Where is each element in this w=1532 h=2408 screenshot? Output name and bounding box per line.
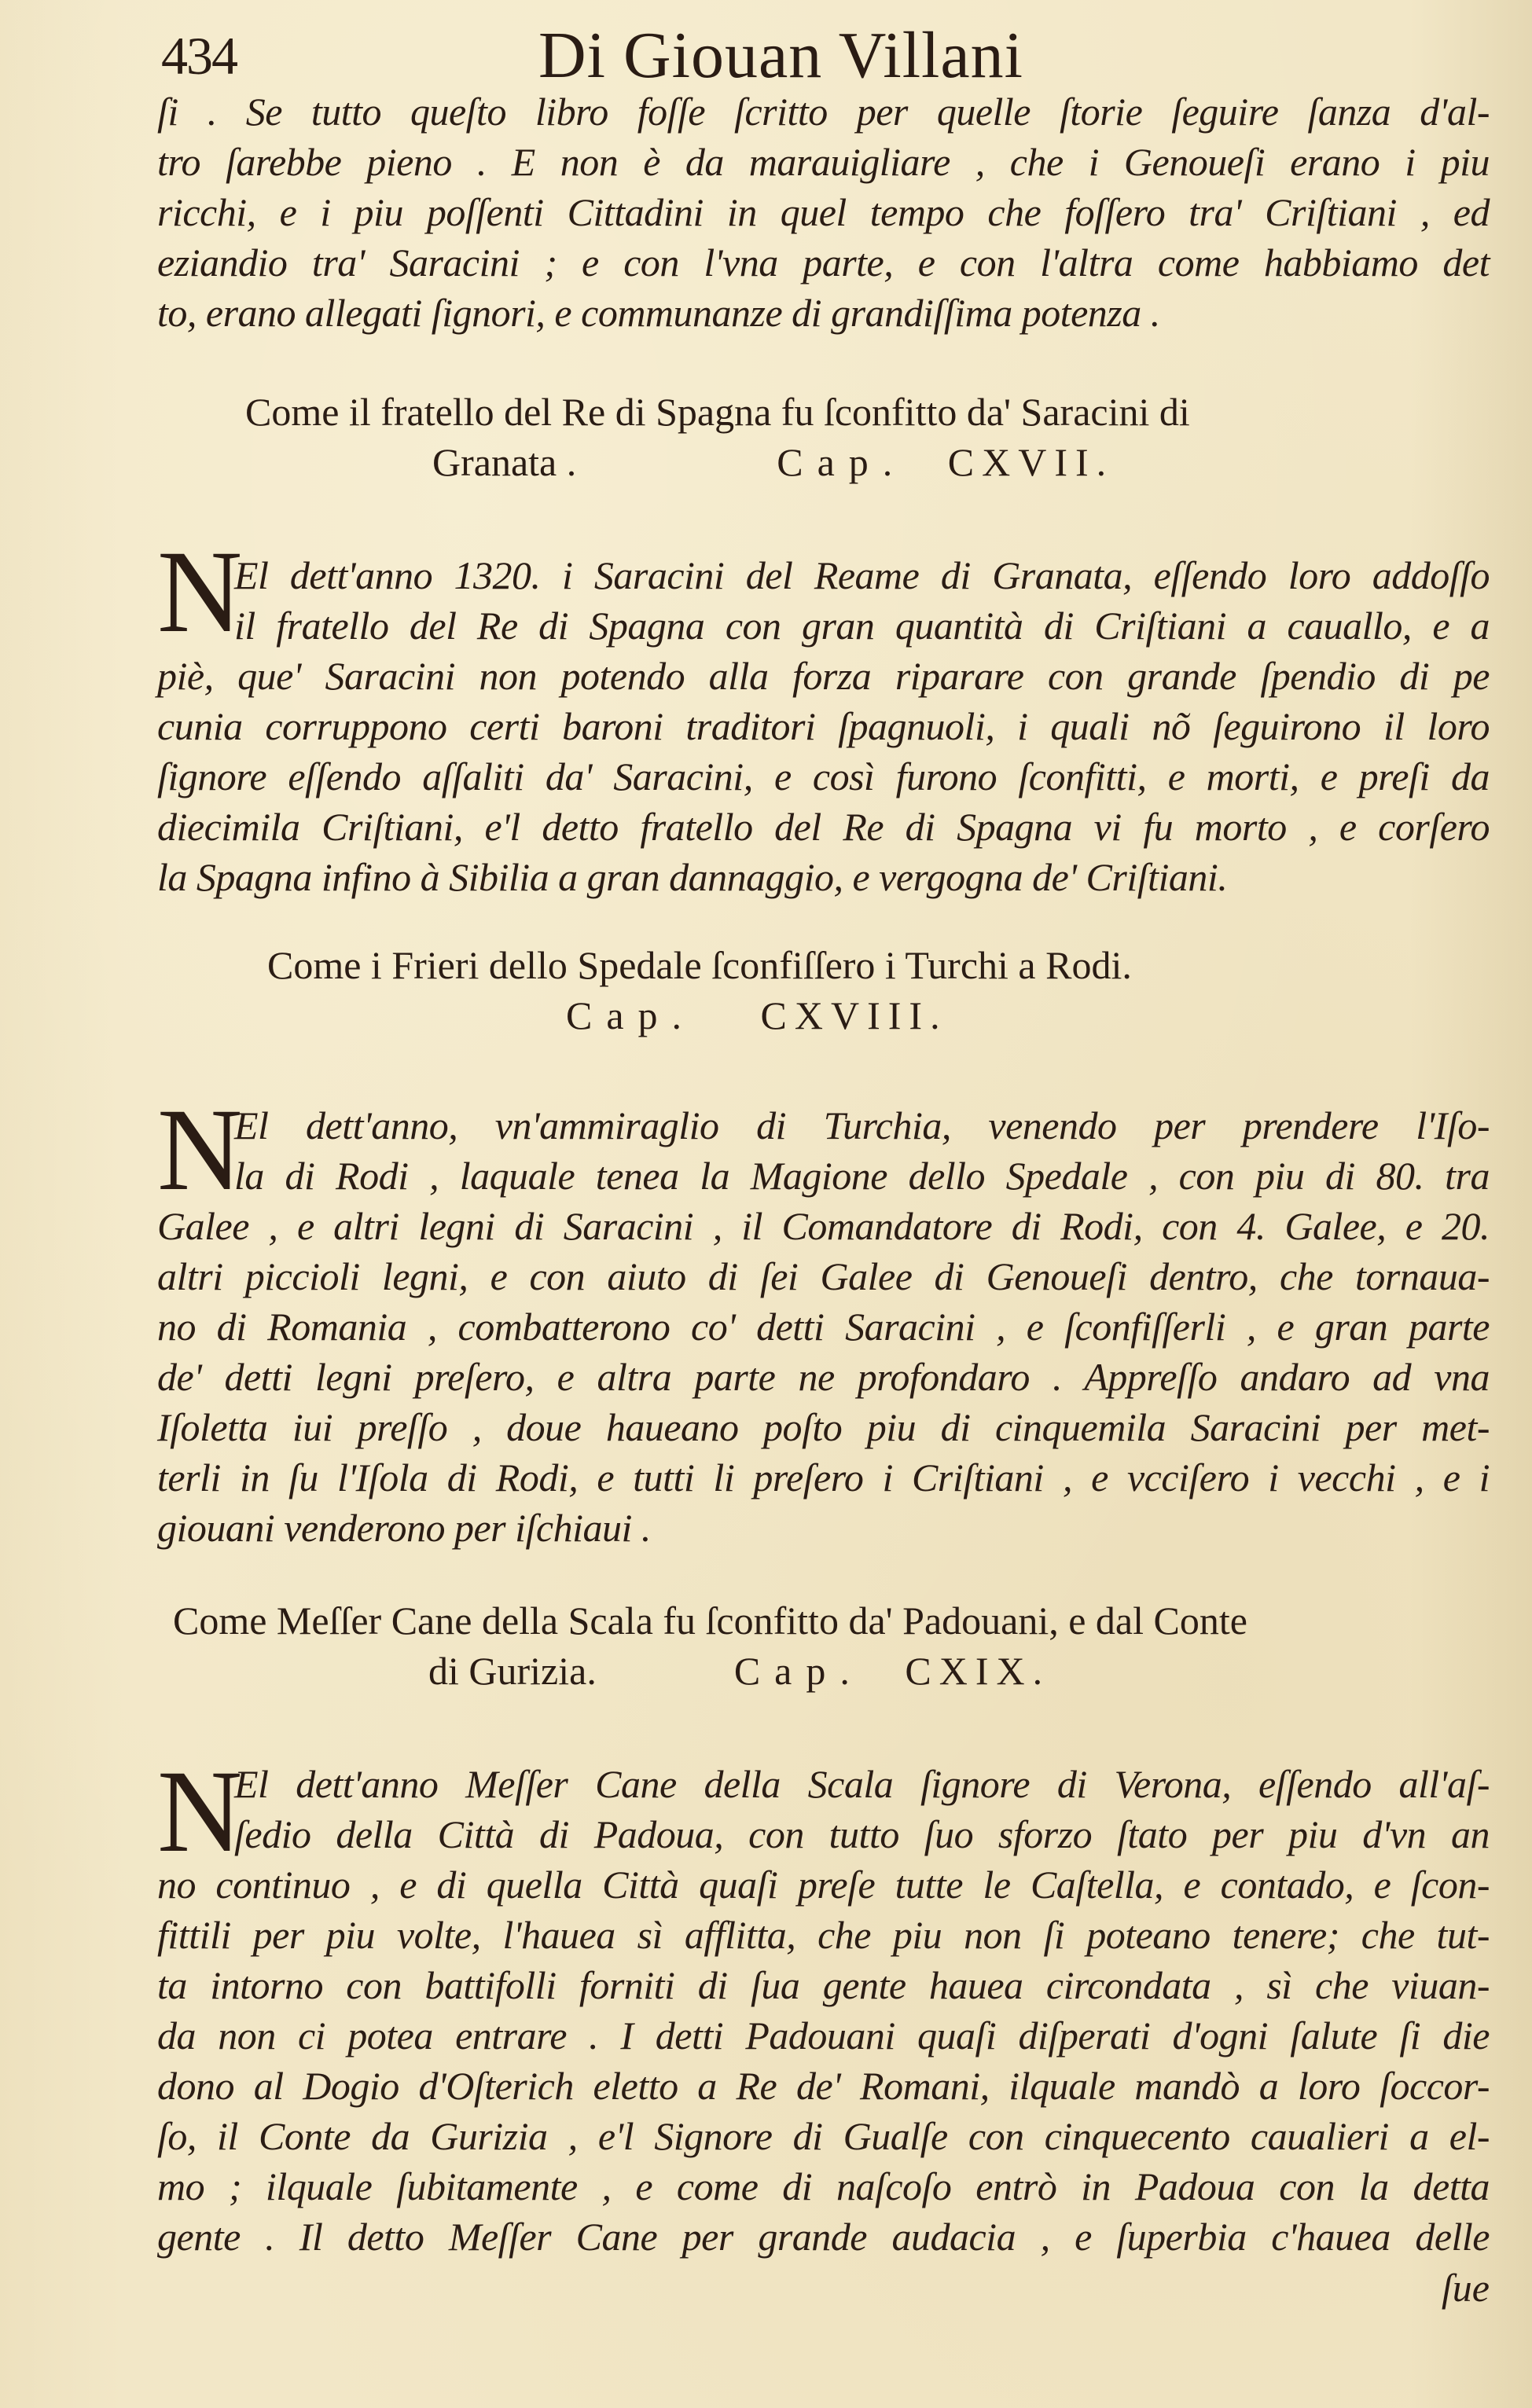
text-line: ſedio della Città di Padoua, con tutto ſuo sforzo ſtato per piu d'vn an: [234, 1812, 1490, 1856]
text-line: Iſoletta iui preſſo , doue haueano poſto piu di cinquemila Saracini per met-: [157, 1405, 1490, 1449]
text-line: Galee , e altri legni di Saracini , il Comandatore di Rodi, con 4. Galee, e 20.: [157, 1204, 1490, 1248]
text-line: eziandio tra' Saracini ; e con l'vna parte, e con l'altra come habbiamo det: [157, 240, 1490, 284]
chapter-title: Come il fratello del Re di Spagna fu ſconfitto da' Saracini di: [245, 390, 1190, 434]
catchword: ſue: [1441, 2266, 1490, 2310]
text-line: dono al Dogio d'Oſterich eletto a Re de' Romani, ilquale mandò a loro ſoccor-: [157, 2064, 1490, 2108]
cap-label: Cap.: [733, 1649, 864, 1693]
text-line: gente . Il detto Meſſer Cane per grande audacia , e ſuperbia c'hauea delle: [157, 2215, 1490, 2259]
running-head: [161, 17, 1497, 92]
chapter-number: CXVIII.: [760, 993, 948, 1037]
cap-label: Cap.: [566, 993, 696, 1037]
chapter-body-117: [157, 550, 1490, 902]
chapter-number: CXVII.: [947, 440, 1115, 484]
text-line: altri piccioli legni, e con aiuto di ſei Galee di Genoueſi dentro, che tornaua-: [157, 1254, 1490, 1298]
chapter-body-118: [157, 1085, 1490, 1553]
text-line: tro ſarebbe pieno . E non è da marauigliare , che i Genoueſi erano i piu: [157, 140, 1490, 184]
text-line: mo ; ilquale ſubitamente , e come di naſcoſo entrò in Padoua con la detta: [157, 2164, 1490, 2208]
text-line: El dett'anno 1320. i Saracini del Reame di Granata, eſſendo loro addoſſo: [234, 553, 1490, 597]
text-line: ſo, il Conte da Gurizia , e'l Signore di Gualſe con cinquecento caualieri a el-: [157, 2114, 1490, 2158]
cap-label: Cap.: [777, 440, 907, 484]
text-line: ſignore eſſendo aſſaliti da' Saracini, e così furono ſconfitti, e morti, e preſi da: [157, 754, 1490, 798]
text-line: El dett'anno Meſſer Cane della Scala ſignore di Verona, eſſendo all'aſ-: [234, 1762, 1490, 1806]
text-line: diecimila Criſtiani, e'l detto fratello del Re di Spagna vi fu morto , e corſero: [157, 805, 1490, 849]
chapter-body-119: [157, 1746, 1490, 2262]
text-line: no continuo , e di quella Città quaſi preſe tutte le Caſtella, e contado, e ſcon-: [157, 1863, 1490, 1907]
chapter-heading-117: [157, 387, 1490, 487]
chapter-title: Come Meſſer Cane della Scala fu ſconfitto da' Padouani, e dal Conte: [173, 1599, 1247, 1643]
drop-cap: N: [157, 527, 243, 657]
chapter-title-cont: di Gurizia.: [428, 1649, 597, 1693]
text-line: El dett'anno, vn'ammiraglio di Turchia, venendo per prendere l'Iſo-: [234, 1103, 1490, 1147]
page-number: 434: [161, 26, 237, 86]
text-line: la Spagna infino à Sibilia a gran dannaggio, e vergogna de' Criſtiani.: [157, 855, 1228, 899]
text-line: fittili per piu volte, l'hauea sì afflitta, che piu non ſi poteano tenere; che tut-: [157, 1913, 1490, 1957]
drop-cap: N: [157, 1746, 243, 1877]
text-line: da non ci potea entrare . I detti Padouani quaſi diſperati d'ogni ſalute ſi die: [157, 2013, 1490, 2057]
text-line: to, erano allegati ſignori, e communanze di grandiſſima potenza .: [157, 291, 1160, 335]
opening-paragraph: [157, 86, 1490, 338]
text-line: ta intorno con battifolli forniti di ſua gente hauea circondata , sì che viuan-: [157, 1963, 1490, 2007]
text-line: terli in ſu l'Iſola di Rodi, e tutti li preſero i Criſtiani , e vcciſero i vecchi , e i: [157, 1455, 1490, 1499]
text-line: piè, que' Saracini non potendo alla forza riparare con grande ſpendio di pe: [157, 654, 1490, 698]
text-line: giouani venderono per iſchiaui .: [157, 1506, 651, 1550]
text-line: ricchi, e i piu poſſenti Cittadini in quel tempo che foſſero tra' Criſtiani , ed: [157, 190, 1490, 234]
text-line: de' detti legni preſero, e altra parte ne profondaro . Appreſſo andaro ad vna: [157, 1355, 1490, 1399]
text-line: il fratello del Re di Spagna con gran quantità di Criſtiani a cauallo, e a: [234, 604, 1490, 648]
running-title: Di Giouan Villani: [538, 19, 1024, 92]
drop-cap: N: [157, 1085, 243, 1215]
chapter-heading-119: [157, 1595, 1490, 1696]
chapter-heading-118: [157, 940, 1490, 1041]
text-line: ſi . Se tutto queſto libro foſſe ſcritto per quelle ſtorie ſeguire ſanza d'al-: [157, 90, 1490, 134]
text-line: la di Rodi , laquale tenea la Magione dello Spedale , con piu di 80. tra: [234, 1154, 1490, 1198]
chapter-number: CXIX.: [905, 1649, 1051, 1693]
chapter-title-cont: Granata .: [432, 440, 577, 484]
text-line: cunia corruppono certi baroni traditori ſpagnuoli, i quali nõ ſeguirono il loro: [157, 704, 1490, 748]
chapter-title: Come i Frieri dello Spedale ſconfiſſero i Turchi a Rodi.: [267, 943, 1132, 987]
text-line: no di Romania , combatterono co' detti Saracini , e ſconfiſſerli , e gran parte: [157, 1305, 1490, 1349]
